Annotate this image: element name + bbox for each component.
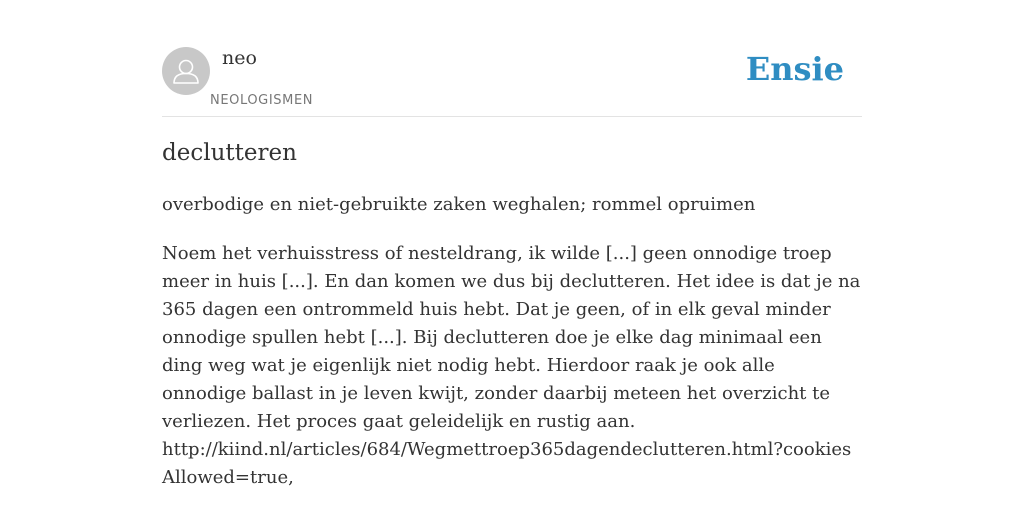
source-link[interactable]: http://kiind.nl/articles/684/Wegmettroep365dagendeclutteren.html?cookiesAllowed=true, — [162, 439, 852, 488]
brand-logo[interactable]: Ensie — [745, 50, 844, 88]
username-link[interactable]: neo — [222, 47, 257, 69]
entry-definition: overbodige en niet-gebruikte zaken weghalen; rommel opruimen — [162, 194, 756, 215]
entry-example — [162, 240, 862, 492]
example-text: Noem het verhuisstress of nesteldrang, ik wilde [...] geen onnodige troep meer in huis [...]. En dan komen we dus bij declutteren. Het idee is dat je na 365 dagen een ontrommeld huis hebt. Dat je geen, of in elk geval minder onnodige spullen hebt [...]. Bij declutteren doe je elke dag minimaal een ding weg wat je eigenlijk niet nodig hebt. Hierdoor raak je ook alle onnodige ballast in je leven kwijt, zonder daarbij meteen het overzicht te verliezen. Het proces gaat geleidelijk en rustig aan. — [162, 243, 861, 432]
avatar[interactable] — [162, 47, 210, 95]
header — [162, 46, 862, 117]
category-link[interactable]: NEOLOGISMEN — [210, 93, 314, 108]
entry-title: declutteren — [162, 140, 297, 166]
user-silhouette-icon — [162, 47, 210, 95]
